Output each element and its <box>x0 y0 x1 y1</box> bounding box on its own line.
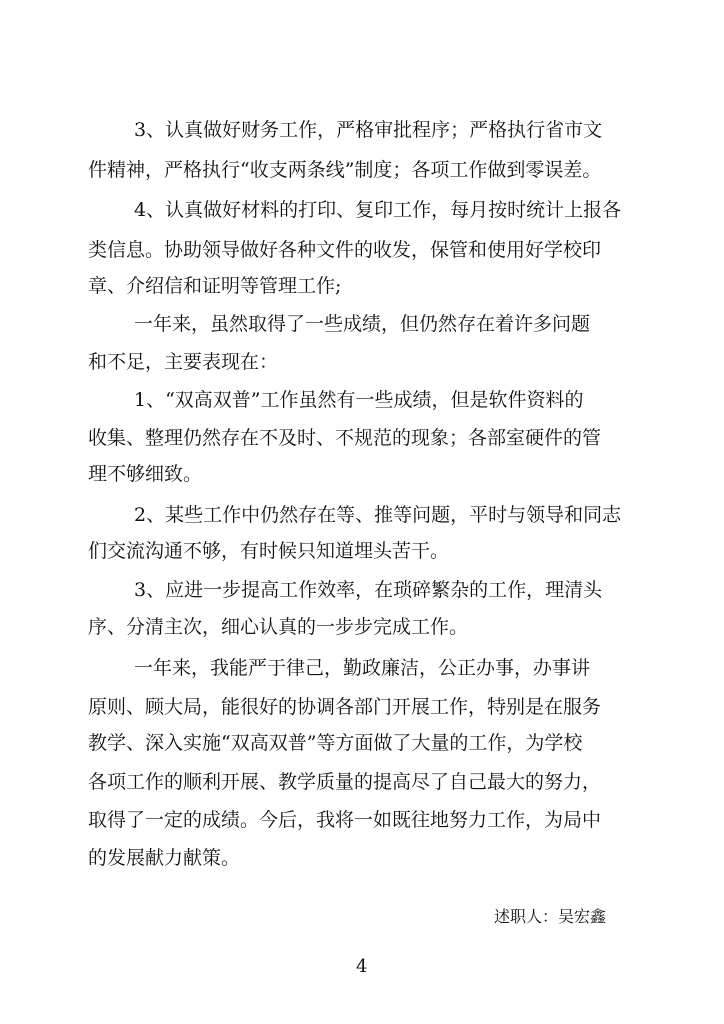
text-line-content: 序、分清主次，细心认真的一步步完成工作。 <box>88 616 469 638</box>
text-line <box>0 115 724 145</box>
page-number: 4 <box>356 956 368 977</box>
text-line <box>0 459 724 489</box>
text-line <box>0 653 724 683</box>
text-line-content: 1、“双高双普”工作虽然有一些成绩，但是软件资料的 <box>134 389 584 411</box>
text-line <box>0 692 724 722</box>
text-line <box>0 536 724 566</box>
text-line-content: 理不够细致。 <box>88 463 203 485</box>
text-line <box>0 235 724 265</box>
text-line-content: 原则、顾大局，能很好的协调各部门开展工作，特别是在服务 <box>88 696 602 718</box>
text-line-content: 3、认真做好财务工作，严格审批程序；严格执行省市文 <box>134 119 603 141</box>
text-line <box>0 347 724 377</box>
text-line-content: 4、认真做好材料的打印、复印工作，每月按时统计上报各 <box>134 199 622 221</box>
text-line-content: 一年来，虽然取得了一些成绩，但仍然存在着许多问题 <box>134 313 591 335</box>
text-line-content: 章、介绍信和证明等管理工作; <box>88 275 342 297</box>
page-number-line <box>0 952 724 982</box>
text-line <box>0 575 724 605</box>
signature-line <box>0 902 724 932</box>
text-line-content: 3、应进一步提高工作效率，在琐碎繁杂的工作，理清头 <box>134 579 603 601</box>
text-line <box>0 309 724 339</box>
text-line-content: 和不足，主要表现在： <box>88 351 279 373</box>
text-line-content: 收集、整理仍然存在不及时、不规范的现象；各部室硬件的管 <box>88 427 602 449</box>
text-line <box>0 385 724 415</box>
text-line <box>0 195 724 225</box>
text-line-content: 一年来，我能严于律己，勤政廉洁，公正办事，办事讲 <box>134 657 591 679</box>
text-line <box>0 612 724 642</box>
text-line <box>0 843 724 873</box>
text-line <box>0 767 724 797</box>
text-line-content: 件精神，严格执行“收支两条线”制度；各项工作做到零误差。 <box>88 159 602 181</box>
text-line <box>0 500 724 530</box>
text-line-content: 教学、深入实施“双高双普”等方面做了大量的工作，为学校 <box>88 732 583 754</box>
text-line-content: 的发展献力献策。 <box>88 847 241 869</box>
text-line <box>0 271 724 301</box>
text-line <box>0 423 724 453</box>
text-line-content: 类信息。协助领导做好各种文件的收发，保管和使用好学校印 <box>88 239 602 261</box>
text-line <box>0 728 724 758</box>
text-line <box>0 805 724 835</box>
text-line-content: 各项工作的顺利开展、教学质量的提高尽了自己最大的努力， <box>88 771 602 793</box>
text-line-content: 2、某些工作中仍然存在等、推等问题，平时与领导和同志 <box>134 504 622 526</box>
text-line-content: 们交流沟通不够，有时候只知道埋头苦干。 <box>88 540 450 562</box>
text-line-content: 取得了一定的成绩。今后，我将一如既往地努力工作，为局中 <box>88 809 602 831</box>
signature: 述职人：吴宏鑫 <box>494 907 607 926</box>
text-line <box>0 155 724 185</box>
